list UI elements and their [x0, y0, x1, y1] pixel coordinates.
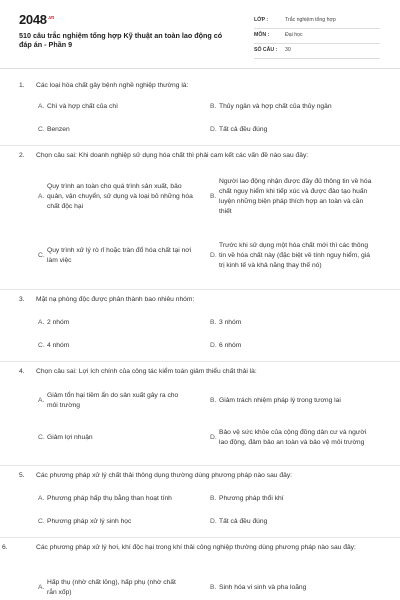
option-text: Bảo vệ sức khỏe của cộng đồng dân cư và người lao động, đảm bảo an toàn và bảo vệ môi trường	[219, 429, 367, 446]
option-letter: A.	[38, 319, 45, 326]
question-4-text	[19, 367, 381, 377]
option-2c[interactable]	[38, 229, 208, 283]
option-5a[interactable]	[38, 493, 208, 505]
option-text: Giảm trách nhiệm pháp lý trong tương lai	[219, 397, 341, 404]
question-stem: Chọn câu sai: Lợi ích chính của công tác kiểm toán giảm thiểu chất thải là:	[36, 368, 257, 375]
question-stem: Mặt nạ phòng độc được phân thành bao nhiêu nhóm:	[36, 296, 195, 303]
page-header	[0, 0, 400, 69]
option-text: Người lao động nhận được đầy đủ thông tin về hóa chất nguy hiểm khi tiếp xúc và được đào tạo huấn luyện những biện pháp thích hợp an toàn và cần thiết	[219, 178, 372, 215]
option-3a[interactable]	[38, 317, 188, 329]
option-2d[interactable]	[210, 229, 380, 283]
option-letter: D.	[210, 252, 217, 259]
option-6b[interactable]	[210, 578, 380, 598]
option-6a[interactable]	[38, 578, 208, 598]
question-number: 2.	[19, 152, 25, 159]
meta-row-count	[254, 44, 380, 59]
option-text: Chì và hợp chất của chì	[47, 103, 118, 110]
option-2a[interactable]	[38, 167, 208, 227]
question-number: 4.	[19, 368, 25, 375]
question-number: 1.	[19, 82, 25, 89]
option-text: Phương pháp xử lý sinh học	[47, 518, 132, 525]
option-5c[interactable]	[38, 516, 208, 528]
option-text: Thủy ngân và hợp chất của thủy ngân	[219, 103, 332, 110]
option-letter: C.	[38, 126, 45, 133]
option-text: Tất cả đều đúng	[219, 518, 268, 525]
option-text: Sinh hóa vi sinh và pha loãng	[219, 584, 307, 591]
document-title: 510 câu trắc nghiệm tổng hợp Kỹ thuật an toàn lao động có đáp án - Phần 9	[19, 31, 223, 49]
meta-label: MÔN :	[254, 32, 270, 38]
option-letter: A.	[38, 193, 45, 200]
option-1d[interactable]	[210, 124, 380, 136]
question-2-text	[19, 151, 381, 161]
question-stem: Chọn câu sai: Khi doanh nghiệp sử dụng hóa chất thì phải cam kết các vấn đề nào sau đây:	[36, 152, 309, 159]
question-stem: Các phương pháp xử lý hơi, khí độc hại trong khí thải công nghiệp thường dùng phương pháp nào sau đây:	[36, 544, 356, 551]
option-letter: D.	[210, 342, 217, 349]
question-number: 6.	[2, 544, 8, 551]
option-4c[interactable]	[38, 418, 208, 458]
option-text: 2 nhóm	[47, 319, 70, 326]
question-number: 5.	[19, 472, 25, 479]
option-letter: C.	[38, 342, 45, 349]
question-stem: Các phương pháp xử lý chất thải thông dụng thường dùng phương pháp nào sau đây:	[36, 472, 293, 479]
option-4d[interactable]	[210, 418, 380, 458]
option-text: Quy trình an toàn cho quá trình sản xuất, bảo quản, vận chuyển, sử dụng và loại bỏ những hóa chất độc hại	[47, 183, 193, 210]
option-letter: A.	[38, 495, 45, 502]
question-5-text	[19, 471, 381, 481]
question-divider	[0, 145, 400, 146]
site-logo[interactable]	[19, 12, 54, 27]
option-text: Quy trình xử lý rò rỉ hoặc tràn đổ hóa chất tại nơi làm việc	[47, 247, 192, 264]
option-letter: B.	[210, 103, 217, 110]
meta-row-subject	[254, 29, 380, 44]
meta-value: 30	[285, 47, 291, 53]
option-4a[interactable]	[38, 386, 208, 416]
meta-row-class	[254, 14, 380, 29]
option-5b[interactable]	[210, 493, 380, 505]
option-letter: B.	[210, 584, 217, 591]
meta-value: Trắc nghiệm tổng hợp	[285, 17, 336, 23]
option-letter: D.	[210, 518, 217, 525]
option-text: Tất cả đều đúng	[219, 126, 268, 133]
logo-text: 2048	[19, 12, 47, 27]
option-text: 3 nhóm	[219, 319, 242, 326]
question-number: 3.	[19, 296, 25, 303]
question-divider	[0, 361, 400, 362]
option-5d[interactable]	[210, 516, 380, 528]
option-1b[interactable]	[210, 101, 380, 113]
option-3c[interactable]	[38, 340, 188, 352]
question-1-text	[19, 81, 381, 91]
option-2b[interactable]	[210, 167, 380, 227]
option-letter: A.	[38, 397, 45, 404]
meta-label: SỐ CÂU :	[254, 47, 278, 53]
option-letter: C.	[38, 434, 45, 441]
option-letter: B.	[210, 495, 217, 502]
option-letter: B.	[210, 193, 217, 200]
option-3b[interactable]	[210, 317, 380, 329]
option-text: 4 nhóm	[47, 342, 70, 349]
question-6-text	[2, 543, 381, 553]
option-letter: D.	[210, 126, 217, 133]
option-text: Giảm lợi nhuận	[47, 434, 93, 441]
meta-value: Đại học	[285, 32, 303, 38]
option-letter: A.	[38, 103, 45, 110]
option-text: Phương pháp hấp thụ bằng than hoạt tính	[47, 495, 172, 502]
option-text: Hấp thụ (nhờ chất lỏng), hấp phụ (nhờ chất rắn xốp)	[47, 579, 176, 596]
option-3d[interactable]	[210, 340, 380, 352]
option-letter: D.	[210, 434, 217, 441]
question-3-text	[19, 295, 381, 305]
option-text: Benzen	[47, 126, 70, 133]
logo-suffix: .vn	[47, 14, 55, 21]
option-letter: B.	[210, 319, 217, 326]
option-1a[interactable]	[38, 101, 188, 113]
option-text: 6 nhóm	[219, 342, 242, 349]
option-text: Trước khi sử dụng một hóa chất mới thì các thông tin về hóa chất này (đặc biệt về tính nguy hiểm, giá trị kinh tế và khả năng thay thế nó)	[219, 242, 370, 269]
option-text: Phương pháp thổi khí	[219, 495, 284, 502]
option-4b[interactable]	[210, 386, 380, 416]
meta-label: LỚP :	[254, 17, 269, 23]
option-letter: C.	[38, 252, 45, 259]
option-1c[interactable]	[38, 124, 188, 136]
option-letter: C.	[38, 518, 45, 525]
question-divider	[0, 465, 400, 466]
question-divider	[0, 289, 400, 290]
question-stem: Các loại hóa chất gây bệnh nghề nghiệp thường là:	[36, 82, 189, 89]
question-divider	[0, 537, 400, 538]
option-letter: A.	[38, 584, 45, 591]
option-text: Giảm tổn hại tiềm ẩn do sản xuất gây ra cho môi trường	[47, 392, 179, 409]
option-letter: B.	[210, 397, 217, 404]
